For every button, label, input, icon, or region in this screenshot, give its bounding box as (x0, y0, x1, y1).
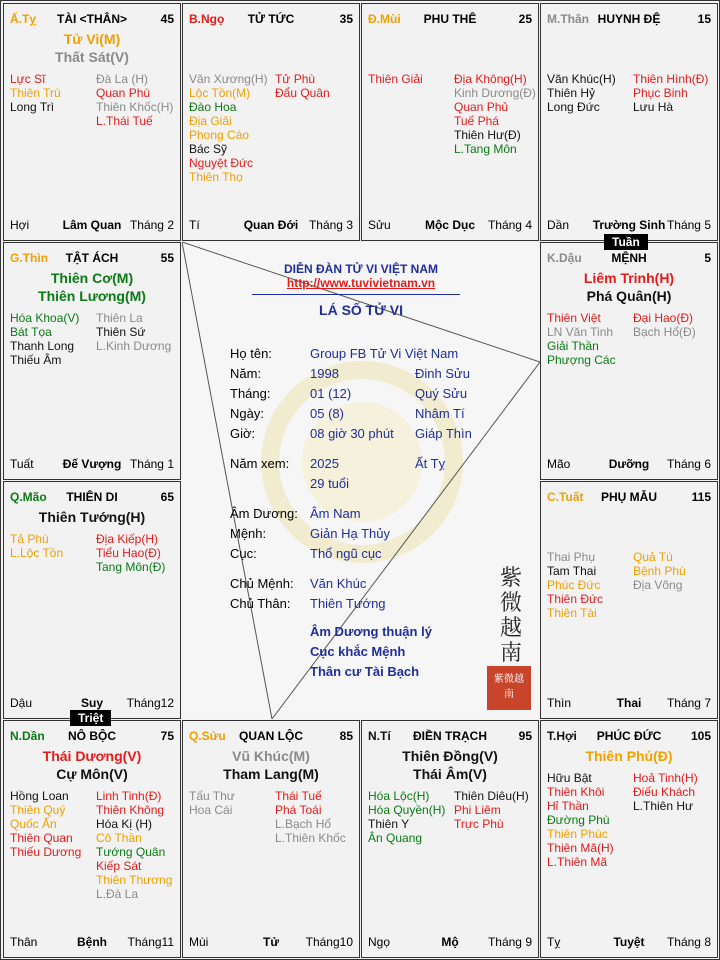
palace-month: Tháng 7 (666, 696, 711, 710)
palace-footer (362, 935, 538, 949)
minor-stars-left (368, 72, 423, 86)
minor-star: Thiên Phúc (547, 827, 608, 841)
minor-star: Bát Tọa (10, 325, 52, 339)
main-star: Liêm Trinh(H) (583, 270, 675, 286)
palace-header (4, 490, 180, 506)
palace-age: 65 (160, 490, 174, 504)
earthly-branch: Mão (547, 457, 571, 471)
minor-stars-left (368, 789, 445, 845)
minor-star: L.Bạch Hổ (275, 817, 332, 831)
main-stars (183, 747, 359, 783)
palace-header (362, 12, 538, 28)
minor-star: Giải Thần (547, 339, 599, 353)
current-age: 29 tuổi (310, 476, 350, 491)
minor-star: Bác Sỹ (189, 142, 228, 156)
minor-star: Tấu Thư (189, 789, 235, 803)
palace-footer (541, 457, 717, 471)
minor-stars-right (633, 72, 708, 114)
minor-star: Thiên Diêu(H) (454, 789, 529, 803)
main-star: Cự Môn(V) (56, 766, 128, 782)
palace-age: 25 (518, 12, 532, 26)
minor-star: Thiên Khôi (547, 785, 605, 799)
red-seal-stamp: 紫微越南 (487, 666, 531, 710)
minor-star: Tả Phù (10, 532, 49, 546)
minor-star: Thái Tuế (275, 789, 322, 803)
row-month: Tháng: 01 (12) Quý Sửu (230, 386, 468, 401)
minor-star: Thiên Hỷ (547, 86, 596, 100)
notes: Âm Dương thuận lý Cục khắc Mệnh Thân cư Tài Bạch (310, 624, 432, 679)
heavenly-stem: K.Dậu (547, 251, 582, 265)
minor-stars-left (189, 789, 235, 817)
minor-star: L.Thiên Mã (547, 855, 608, 869)
minor-star: Cô Thần (96, 831, 142, 845)
minor-star: L.Kinh Dương (96, 339, 172, 353)
center-panel (182, 242, 540, 719)
palace-tu-tuc (182, 3, 360, 241)
heavenly-stem: C.Tuất (547, 490, 584, 504)
minor-star: Lực Sĩ (10, 72, 46, 86)
main-star: Phá Quân(H) (586, 288, 672, 304)
main-stars (4, 747, 180, 783)
palace-huynh-de (540, 3, 718, 241)
minor-star: Thiên Mã(H) (547, 841, 614, 855)
palace-month: Tháng12 (126, 696, 174, 710)
minor-star: Tuế Phá (454, 114, 499, 128)
minor-stars-right (275, 789, 346, 845)
minor-star: Hỉ Thần (547, 799, 589, 813)
palace-name: TẬT ÁCH (65, 251, 119, 265)
minor-star: Thiên Quan (10, 831, 73, 845)
row-year: Năm: 1998 Đinh Sửu (230, 366, 470, 381)
palace-thien-di (3, 481, 181, 719)
palace-age: 35 (339, 12, 353, 26)
life-stage: Tử (262, 935, 280, 949)
main-star: Thất Sát(V) (55, 49, 129, 65)
palace-header (183, 729, 359, 745)
palace-month: Tháng11 (127, 935, 174, 949)
palace-month: Tháng 8 (666, 935, 711, 949)
minor-stars-right (454, 789, 529, 831)
palace-name: TỬ TỨC (247, 12, 295, 26)
palace-footer (4, 935, 180, 949)
tuan-marker: Tuần (604, 234, 648, 250)
minor-stars-right (96, 72, 173, 128)
heavenly-stem: B.Ngọ (189, 12, 225, 26)
minor-star: Lưu Hà (633, 100, 674, 114)
minor-star: Thiên Đức (547, 592, 604, 606)
life-stage: Lâm Quan (62, 218, 122, 232)
minor-stars-right (633, 311, 696, 339)
main-stars (4, 30, 180, 66)
palace-month: Tháng 9 (487, 935, 532, 949)
minor-stars-left (547, 550, 603, 620)
palace-month: Tháng 4 (487, 218, 532, 232)
title-divider (252, 294, 460, 295)
life-stage: Tuyệt (613, 935, 645, 949)
palace-footer (4, 696, 180, 710)
palace-name: ĐIỀN TRẠCH (413, 729, 487, 743)
palace-month: Tháng10 (305, 935, 353, 949)
ruler-info: Chủ Mệnh: Văn Khúc Chủ Thân: Thiên Tướng (230, 576, 386, 611)
row-name: Họ tên: Group FB Tử Vi Việt Nam (230, 346, 459, 361)
minor-star: Bạch Hổ(Đ) (633, 325, 696, 339)
main-star: Thái Dương(V) (42, 748, 142, 764)
life-stage: Thai (616, 696, 642, 710)
palace-name: PHÚC ĐỨC (596, 729, 662, 743)
minor-stars-right (96, 532, 165, 574)
heavenly-stem: Ấ.Tỵ (10, 12, 37, 26)
palace-month: Tháng 1 (129, 457, 174, 471)
palace-age: 5 (704, 251, 711, 265)
minor-stars-left (10, 789, 81, 859)
view-year: Năm xem: 2025 Ất Tỵ 29 tuổi (182, 454, 540, 494)
minor-stars-right (96, 789, 172, 901)
minor-star: Thiên Tài (547, 606, 597, 620)
palace-footer (183, 218, 359, 232)
minor-star: Tiểu Hao(Đ) (96, 546, 161, 560)
palace-name: PHỤ MẪU (601, 490, 657, 504)
minor-star: L.Thiên Khốc (275, 831, 346, 845)
minor-star: Đại Hao(Đ) (633, 311, 694, 325)
main-stars (4, 508, 180, 526)
minor-star: Thiếu Âm (10, 353, 62, 367)
main-star: Thiên Tướng(H) (38, 509, 146, 525)
minor-stars-right (633, 550, 686, 592)
minor-stars-left (547, 771, 614, 869)
minor-star: Đẩu Quân (275, 86, 330, 100)
heavenly-stem: Q.Sửu (189, 729, 226, 743)
minor-star: Thiên Khốc(H) (96, 100, 174, 114)
minor-star: Phong Cáo (189, 128, 250, 142)
minor-star: Phúc Đức (547, 578, 601, 592)
minor-stars-left (10, 72, 61, 114)
palace-no-boc (3, 720, 181, 958)
palace-month: Tháng 3 (308, 218, 353, 232)
minor-star: Văn Khúc(H) (547, 72, 616, 86)
minor-star: Tang Môn(Đ) (96, 560, 166, 574)
minor-star: Phượng Các (547, 353, 616, 367)
minor-star: Hóa Quyền(H) (368, 803, 446, 817)
life-stage: Đế Vượng (62, 457, 122, 471)
life-stage: Mộc Dục (424, 218, 475, 232)
minor-star: Tử Phù (275, 72, 316, 86)
minor-star: Linh Tinh(Đ) (96, 789, 162, 803)
main-stars (541, 747, 717, 765)
minor-star: Thiên Giải (368, 72, 423, 86)
palace-header (4, 729, 180, 745)
heavenly-stem: T.Hợi (547, 729, 577, 743)
main-star: Vũ Khúc(M) (232, 748, 310, 764)
minor-star: Tam Thai (547, 564, 597, 578)
main-star: Thiên Cơ(M) (50, 270, 134, 286)
minor-star: Đào Hoa (189, 100, 237, 114)
forum-title: DIỄN ĐÀN TỬ VI VIỆT NAM (284, 262, 438, 276)
main-star: Tử Vi(M) (63, 31, 121, 47)
minor-star: Lộc Tồn(M) (189, 86, 251, 100)
minor-star: Thiên Không (96, 803, 165, 817)
palace-header (541, 251, 717, 267)
palace-month: Tháng 6 (666, 457, 711, 471)
forum-url[interactable]: http://www.tuvivietnam.vn (286, 276, 436, 290)
palace-header (541, 729, 717, 745)
earthly-branch: Mùi (189, 935, 209, 949)
earthly-branch: Sửu (368, 218, 391, 232)
main-star: Thái Âm(V) (413, 766, 487, 782)
minor-star: Hoả Tinh(H) (633, 771, 698, 785)
minor-star: Thiên Y (368, 817, 410, 831)
earthly-branch: Tí (189, 218, 200, 232)
minor-star: Hóa Khoa(V) (10, 311, 80, 325)
palace-name: QUAN LỘC (239, 729, 303, 743)
life-stage: Bệnh (77, 935, 107, 949)
minor-star: Kinh Dương(Đ) (454, 86, 536, 100)
minor-star: Phục Binh (633, 86, 688, 100)
minor-star: Hoa Cái (189, 803, 233, 817)
minor-star: Long Đức (547, 100, 600, 114)
minor-star: L.Thái Tuế (96, 114, 153, 128)
palace-footer (4, 457, 180, 471)
minor-stars-left (10, 532, 63, 560)
minor-stars-right (275, 72, 330, 100)
palace-menh (540, 242, 718, 480)
palace-age: 115 (691, 490, 711, 504)
palace-age: 55 (160, 251, 174, 265)
palace-name: HUYNH ĐỆ (597, 12, 661, 26)
minor-star: Kiếp Sát (96, 859, 142, 873)
destiny-info: Âm Dương: Âm Nam Mệnh: Giản Hạ Thủy Cục: Thổ ngũ cục (230, 506, 390, 561)
main-stars (541, 269, 717, 305)
minor-star: L.Thiên Hư (633, 799, 694, 813)
minor-star: Hồng Loan (10, 789, 69, 803)
heavenly-stem: Q.Mão (10, 490, 47, 504)
life-stage: Trường Sinh (592, 218, 666, 232)
earthly-branch: Thìn (547, 696, 572, 710)
palace-name: PHU THÊ (423, 12, 477, 26)
minor-stars-left (547, 311, 616, 367)
minor-star: Thiên Việt (547, 311, 601, 325)
minor-star: Địa Không(H) (454, 72, 527, 86)
palace-footer (541, 935, 717, 949)
minor-star: Thai Phụ (547, 550, 596, 564)
minor-star: Thiên Sứ (96, 325, 146, 339)
earthly-branch: Hợi (10, 218, 30, 232)
minor-star: L.Đà La (96, 887, 139, 901)
minor-star: Tướng Quân (96, 845, 166, 859)
main-star: Tham Lang(M) (223, 766, 319, 782)
earthly-branch: Ngọ (368, 935, 391, 949)
palace-header (541, 490, 717, 506)
life-stage: Dưỡng (608, 457, 650, 471)
minor-star: Đà La (H) (96, 72, 149, 86)
palace-footer (4, 218, 180, 232)
minor-star: Quan Phù (96, 86, 151, 100)
heavenly-stem: N.Tí (368, 729, 391, 743)
minor-star: Nguyệt Đức (189, 156, 254, 170)
palace-month: Tháng 2 (129, 218, 174, 232)
calligraphy-text: 紫 微 越 南 (499, 566, 522, 666)
minor-star: Địa Giải (189, 114, 232, 128)
life-stage: Suy (80, 696, 103, 710)
palace-phuc-duc (540, 720, 718, 958)
palace-quan-loc (182, 720, 360, 958)
row-hour: Giờ: 08 giờ 30 phút Giáp Thìn (230, 426, 472, 441)
palace-header (362, 729, 538, 745)
triet-marker: Triệt (70, 710, 111, 726)
minor-star: Hóa Lộc(H) (368, 789, 430, 803)
minor-star: Thiên Quý (10, 803, 66, 817)
palace-age: 105 (690, 729, 711, 743)
life-stage: Quan Đới (243, 218, 299, 232)
palace-age: 75 (160, 729, 174, 743)
birth-info (182, 344, 540, 464)
palace-month: Tháng 5 (666, 218, 711, 232)
minor-star: Quốc Ấn (10, 817, 57, 831)
minor-star: Điếu Khách (633, 785, 696, 799)
palace-name: TÀI <THÂN> (56, 12, 127, 26)
minor-star: LN Văn Tinh (547, 325, 614, 339)
palace-header (4, 251, 180, 267)
main-stars (4, 269, 180, 305)
chart-title: LÁ SỐ TỬ VI (319, 302, 403, 318)
palace-dien-trach (361, 720, 539, 958)
life-stage: Mộ (441, 935, 459, 949)
minor-stars-left (547, 72, 616, 114)
minor-star: Đường Phù (547, 813, 610, 827)
palace-age: 15 (697, 12, 711, 26)
minor-star: Bệnh Phù (633, 564, 686, 578)
earthly-branch: Tỵ (547, 935, 561, 949)
palace-header (4, 12, 180, 28)
heavenly-stem: G.Thìn (10, 251, 48, 265)
palace-tat-ach (3, 242, 181, 480)
palace-phu-mau (540, 481, 718, 719)
minor-star: L.Lộc Tồn (10, 546, 64, 560)
minor-stars-left (10, 311, 79, 367)
main-star: Thiên Đồng(V) (402, 748, 498, 764)
minor-star: Phá Toái (275, 803, 322, 817)
minor-stars-right (96, 311, 171, 353)
main-stars (362, 747, 538, 783)
palace-age: 95 (518, 729, 532, 743)
minor-star: Thiếu Dương (10, 845, 82, 859)
palace-name: MỆNH (611, 251, 647, 265)
minor-star: Địa Võng (633, 578, 683, 592)
minor-stars-right (454, 72, 536, 156)
palace-footer (362, 218, 538, 232)
palace-header (541, 12, 717, 28)
minor-star: Thiên Hư(Đ) (454, 128, 521, 142)
palace-phu-the (361, 3, 539, 241)
heavenly-stem: N.Dần (10, 729, 45, 743)
earthly-branch: Thân (10, 935, 38, 949)
minor-star: Phi Liêm (454, 803, 501, 817)
minor-star: Ân Quang (368, 831, 423, 845)
palace-footer (183, 935, 359, 949)
row-day: Ngày: 05 (8) Nhâm Tí (230, 406, 465, 421)
earthly-branch: Dậu (10, 696, 33, 710)
minor-star: Thanh Long (10, 339, 75, 353)
palace-name: NÔ BỘC (68, 729, 116, 743)
main-star: Thiên Phủ(Đ) (585, 748, 673, 764)
heavenly-stem: Đ.Mùi (368, 12, 401, 26)
minor-star: Văn Xương(H) (189, 72, 268, 86)
heavenly-stem: M.Thân (547, 12, 589, 26)
main-star: Thiên Lương(M) (38, 288, 146, 304)
minor-star: Thiên Thương (96, 873, 173, 887)
minor-star: Thiên La (96, 311, 143, 325)
palace-footer (541, 696, 717, 710)
minor-star: Quan Phủ (454, 100, 509, 114)
palace-age: 45 (160, 12, 174, 26)
minor-star: Thiên Trù (10, 86, 61, 100)
minor-star: Thiên Hình(Đ) (633, 72, 709, 86)
minor-star: L.Tang Môn (454, 142, 517, 156)
minor-stars-left (189, 72, 268, 184)
earthly-branch: Tuất (10, 457, 34, 471)
minor-star: Trực Phù (454, 817, 504, 831)
earthly-branch: Dần (547, 218, 570, 232)
minor-star: Quả Tú (633, 550, 673, 564)
minor-star: Hữu Bật (547, 771, 592, 785)
minor-star: Long Trì (10, 100, 55, 114)
palace-header (183, 12, 359, 28)
minor-star: Thiên Thọ (189, 170, 243, 184)
minor-star: Hóa Kị (H) (96, 817, 153, 831)
minor-stars-right (633, 771, 698, 813)
minor-star: Địa Kiếp(H) (96, 532, 159, 546)
palace-tai (3, 3, 181, 241)
palace-footer (541, 218, 717, 232)
palace-age: 85 (339, 729, 353, 743)
palace-name: THIÊN DI (66, 490, 118, 504)
